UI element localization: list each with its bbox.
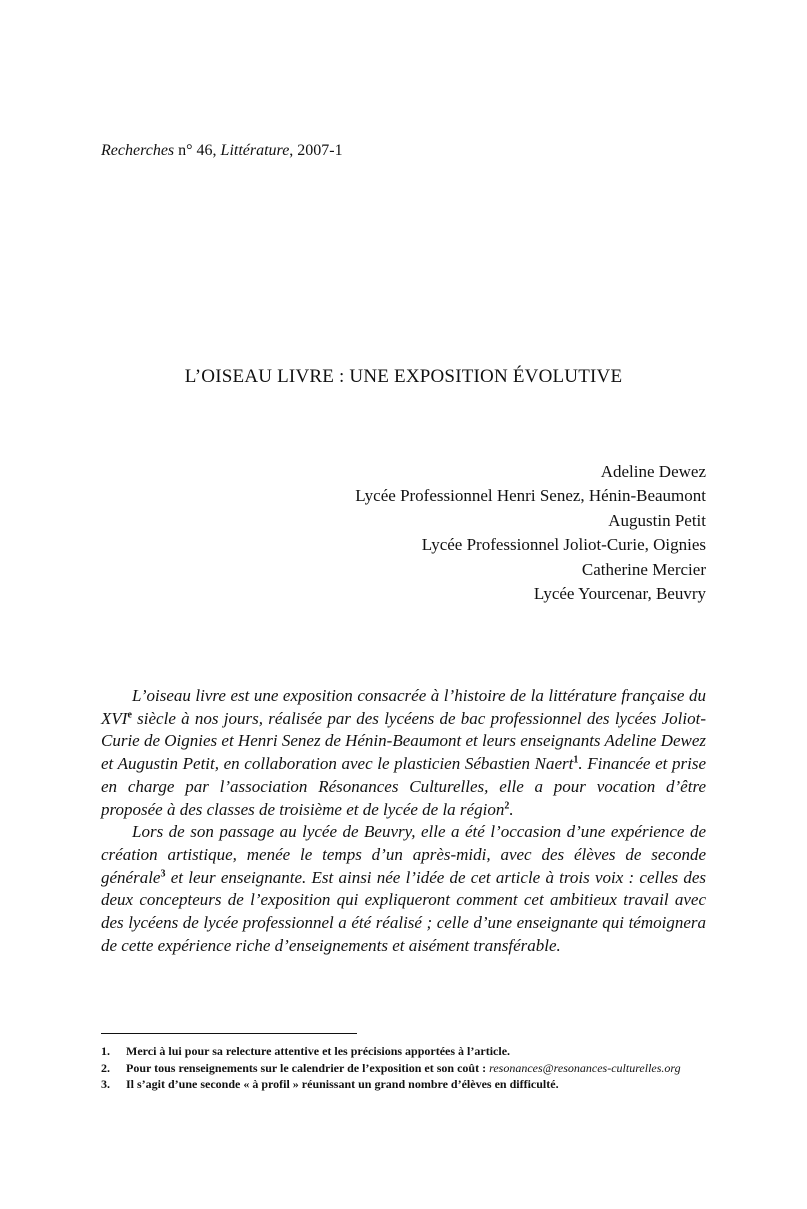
- footnote: [101, 1076, 706, 1093]
- issue-theme: Littérature: [220, 142, 290, 159]
- footnote-ref-2[interactable]: 2: [504, 799, 510, 811]
- article-title: L’OISEAU LIVRE : UNE EXPOSITION ÉVOLUTIVE: [184, 366, 623, 387]
- author-name: Adeline Dewez: [600, 462, 706, 481]
- footnote: [101, 1060, 706, 1077]
- footnote-number: 1.: [101, 1044, 110, 1058]
- author-affiliation: Lycée Professionnel Joliot-Curie, Oignies: [421, 535, 706, 555]
- journal-name: Recherches: [101, 142, 175, 159]
- footnote-ref-3[interactable]: 3: [160, 867, 166, 879]
- footnote-ref-1[interactable]: 1: [573, 754, 579, 766]
- footnote-text: Merci à lui pour sa relecture attentive et les précisions apportées à l’article.: [126, 1044, 511, 1058]
- paragraph: Lors de son passage au lycée de Beuvry, elle a été l’occasion d’une expérience de création artistique, menée le temps d’un après-midi, avec des élèves de seconde générale$^3$ et leur enseignante. Est ainsi née l’idée de cet article à trois voix : celles des deux concepteurs de l’exposition qui expliqueront comment cet ambitieux travail avec des lycéens de lycée professionnel a été réalisé ; celle d’une enseignante qui témoignera de cette expérience riche d’enseignements et aisément transférable.: [101, 822, 706, 955]
- superscript-e: e: [127, 709, 132, 721]
- footnote-number: 2.: [101, 1060, 110, 1075]
- footnote-number: 3.: [101, 1077, 110, 1091]
- footnote: [101, 1043, 706, 1060]
- running-header: [101, 142, 343, 160]
- footnote-text: Pour tous renseignements sur le calendrier de l’exposition et son coût : resonances@resonances-culturelles.org: [126, 1060, 681, 1075]
- author-affiliation: Lycée Professionnel Henri Senez, Hénin-Beaumont: [355, 486, 706, 506]
- footnote-divider: [101, 1033, 357, 1034]
- article-body: [101, 685, 706, 957]
- footnote-text: Il s’agit d’une seconde « à profil » réunissant un grand nombre d’élèves en difficulté.: [126, 1077, 559, 1091]
- issue-year: , 2007-1: [289, 142, 343, 159]
- author-affiliation: Lycée Yourcenar, Beuvry: [533, 584, 706, 604]
- author-block: [355, 460, 706, 606]
- issue-number: n° 46,: [174, 142, 221, 159]
- author-name: Catherine Mercier: [581, 559, 706, 579]
- email-link[interactable]: resonances@resonances-culturelles.org: [489, 1060, 681, 1075]
- footnotes: [101, 1043, 706, 1093]
- author-name: Augustin Petit: [608, 510, 706, 530]
- paragraph: L’oiseau livre est une exposition consacrée à l’histoire de la littérature française du XVIe siècle à nos jours, réalisée par des lycéens de bac professionnel des lycées Joliot-Curie de Oignies et Henri Senez de Hénin-Beaumont et leurs enseignants Adeline Dewez et Augustin Petit, en collaboration avec le plasticien Sébastien Naert$^1$. Financée et prise en charge par l’association Résonances Culturelles, elle a pour vocation d’être proposée à des classes de troisième et de lycée de la région$^2$.: [101, 686, 706, 819]
